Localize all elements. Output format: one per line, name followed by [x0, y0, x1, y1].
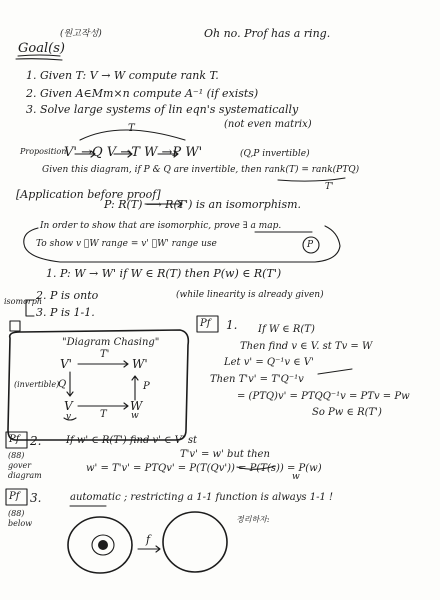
pf2-line-1: If w' ∈ R(T') find v' ∈ V' st: [66, 435, 197, 446]
box-t-prime: T': [100, 349, 110, 360]
prop-t-over: T: [128, 123, 135, 134]
box-w-small: w: [131, 411, 139, 421]
pf1-line-5: = (PTQ)v' = PTQQ⁻¹v = PTv = Pw: [237, 391, 410, 402]
pf2-w-under: w: [292, 472, 300, 482]
arrow-f: [138, 546, 160, 552]
box-arrow-q: [67, 372, 73, 396]
pf1-num: 1.: [226, 318, 238, 332]
app-step-1: 1. P: W → W' if W ∈ R(T) then P(w) ∈ R(T'): [46, 267, 282, 280]
prop-given: Given this diagram, if P & Q are invertible, then rank(T) = rank(PTQ): [42, 165, 360, 175]
pf1-line-1: If W ∈ R(T): [258, 324, 315, 335]
pf1-line-2: Then find v ∈ V. st Tv = W: [240, 341, 373, 352]
app-isomorph-note: isomorph: [4, 297, 42, 306]
box-v: V: [64, 399, 73, 413]
header-korean-note: (원고작성): [60, 29, 102, 39]
pf3-side-1: (88): [8, 509, 25, 518]
app-linearity: (while linearity is already given): [176, 290, 324, 300]
prop-label: Proposition: [20, 147, 67, 156]
pf2-side-3: diagram: [8, 471, 42, 480]
box-q: Q: [58, 379, 67, 390]
prop-chain: V' →Q V →T W →P W': [64, 145, 203, 160]
pf1-line-3: Let v' = Q⁻¹v ∈ V': [224, 357, 314, 368]
pf2-line-3: w' = T'v' = PTQv' = P(T(Qv')) = P(T(s)) = P(w): [86, 463, 322, 474]
pf3-label: Pf: [9, 491, 20, 502]
app-use-p: P: [307, 240, 314, 250]
pf2-side-1: (88): [8, 451, 25, 460]
pf2-label: Pf: [9, 434, 20, 445]
pf-small-box: [10, 321, 20, 331]
app-note-1: In order to show that are isomorphic, prove ∃ a map.: [40, 221, 282, 231]
goal-item-2: 2. Given A∈Mm×n compute A⁻¹ (if exists): [26, 87, 259, 100]
box-v-prime: V': [60, 357, 72, 371]
pf1-label: Pf: [200, 318, 211, 329]
pf3-side-2: below: [8, 519, 33, 528]
pf3-korean-note: 정리하자:: [236, 515, 270, 524]
pf3-num: 3.: [30, 491, 42, 505]
app-step-3: 3. P is 1-1.: [36, 306, 95, 319]
pf3-text: automatic ; restricting a 1-1 function is always 1-1 !: [70, 492, 334, 503]
app-p-map: P: R(T) ⟶ R(T') is an isomorphism.: [104, 198, 302, 211]
goal-heading: Goal(s): [18, 41, 65, 56]
prop-condition: (Q,P invertible): [240, 149, 310, 159]
app-heading: [Application before proof]: [16, 188, 161, 201]
pf2-line-2: T'v' = w' but then: [180, 449, 270, 460]
pf2-num: 2.: [30, 434, 42, 448]
box-invertible: (invertible): [14, 380, 60, 389]
box-t: T: [100, 409, 107, 420]
box-w-prime: W': [132, 357, 148, 371]
box-w: W: [130, 399, 143, 413]
pf1-line-6: So Pw ∈ R(T'): [312, 407, 382, 418]
app-step-2: 2. P is onto: [36, 289, 99, 302]
box-arrow-p: [132, 376, 138, 400]
box-title: "Diagram Chasing": [62, 337, 160, 348]
pf2-side-2: gover: [8, 461, 32, 470]
pf1-line-4: Then T'v' = T'Q⁻¹v: [210, 374, 304, 385]
pf3-f-label: f: [146, 533, 151, 546]
app-note-2: To show v ⃗W range = v' ⃗W' range use: [36, 239, 217, 249]
box-p: P: [143, 381, 150, 392]
goal-item-3-note: (not even matrix): [224, 119, 312, 130]
box-v-small: v: [66, 412, 72, 422]
goal-item-3: 3. Solve large systems of lin eqn's systematically: [26, 103, 299, 116]
header-title: Oh no. Prof has a ring.: [204, 27, 331, 40]
codomain-blob: [163, 512, 227, 572]
prop-tprime: T': [325, 182, 334, 192]
box-arrow-tprime: [78, 361, 128, 367]
goal-item-1: 1. Given T: V → W compute rank T.: [26, 69, 219, 82]
